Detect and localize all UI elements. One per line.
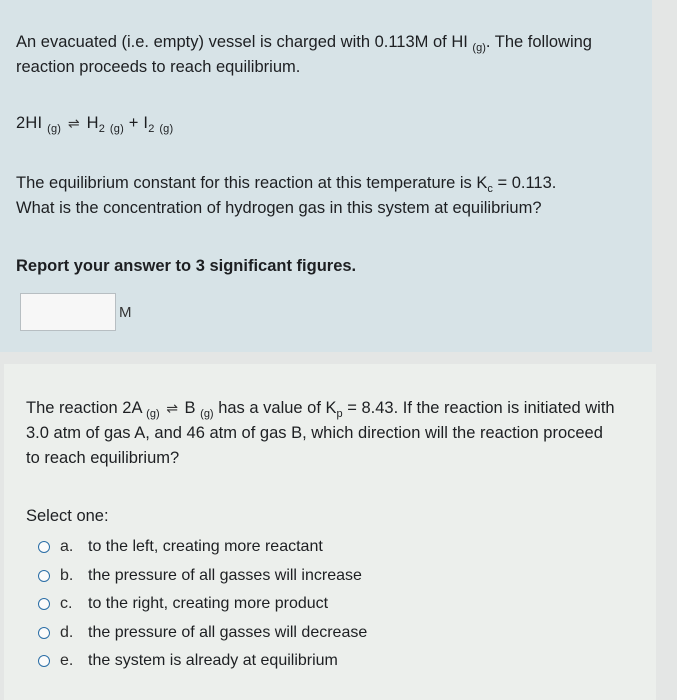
sig-fig-instruction: Report your answer to 3 significant figures.: [16, 257, 357, 275]
phase-label: (g): [146, 408, 160, 420]
phase-label: (g): [47, 123, 62, 135]
option-letter: c.: [60, 595, 73, 613]
option-a[interactable]: [38, 533, 656, 562]
option-text: the system is already at equilibrium: [88, 652, 338, 670]
option-d[interactable]: [38, 619, 656, 648]
eq-product-i2: I: [143, 114, 149, 132]
reaction-equation: [16, 114, 652, 133]
kc-statement: [16, 171, 652, 196]
option-letter: e.: [60, 652, 74, 670]
option-letter: b.: [60, 566, 74, 584]
subscript: 2: [148, 123, 155, 135]
intro-text-cont: . The following reaction proceeds to reach equilibrium.: [16, 33, 592, 76]
option-text: to the left, creating more reactant: [88, 538, 323, 556]
radio-button-icon[interactable]: [38, 570, 50, 582]
kc-subscript: c: [487, 183, 493, 195]
question-2-text: [26, 396, 618, 471]
option-text: the pressure of all gasses will decrease: [88, 623, 368, 641]
eq-product-h2: H: [86, 114, 99, 132]
question-1-intro: [16, 30, 636, 80]
question-2-text-cont: = 8.43. If the reaction is initiated with 3.0 atm of gas A, and 46 atm of gas B, which direction will the reaction proceed to reach equilibrium?: [26, 399, 615, 467]
option-letter: a.: [60, 538, 74, 556]
select-one-label: Select one:: [26, 507, 109, 525]
radio-button-icon[interactable]: [38, 655, 50, 667]
option-e[interactable]: [38, 647, 656, 676]
reaction-text: The reaction 2A: [26, 399, 142, 417]
option-letter: d.: [60, 623, 74, 641]
kp-text: has a value of K: [213, 399, 337, 417]
answer-row: [20, 293, 652, 331]
question-1-panel: [0, 0, 652, 352]
option-text: the pressure of all gasses will increase: [88, 566, 362, 584]
question-2-panel: [4, 364, 656, 700]
kp-subscript: p: [336, 408, 343, 420]
reaction-product: B: [184, 399, 196, 417]
plus-sign: +: [128, 114, 139, 132]
subscript: 2: [98, 123, 106, 135]
radio-button-icon[interactable]: [38, 627, 50, 639]
kc-text: The equilibrium constant for this reaction at this temperature is K: [16, 174, 488, 192]
phase-label: (g): [200, 408, 214, 420]
phase-label: (g): [109, 123, 124, 135]
question-1-text: What is the concentration of hydrogen gas in this system at equilibrium?: [16, 199, 542, 217]
equilibrium-arrow-icon: ⇌: [166, 400, 178, 416]
radio-button-icon[interactable]: [38, 598, 50, 610]
unit-label: M: [119, 303, 132, 321]
kc-value: = 0.113.: [492, 174, 557, 192]
phase-label: (g): [472, 42, 486, 54]
radio-button-icon[interactable]: [38, 541, 50, 553]
option-b[interactable]: [38, 562, 656, 591]
eq-reactant: 2HI: [16, 114, 43, 132]
phase-label: (g): [159, 123, 174, 135]
option-c[interactable]: [38, 590, 656, 619]
option-text: to the right, creating more product: [88, 595, 329, 613]
answer-input[interactable]: [20, 293, 116, 331]
answer-options: [38, 533, 656, 676]
equilibrium-arrow-icon: ⇌: [67, 115, 80, 131]
intro-text: An evacuated (i.e. empty) vessel is charged with 0.113M of HI: [16, 33, 468, 51]
